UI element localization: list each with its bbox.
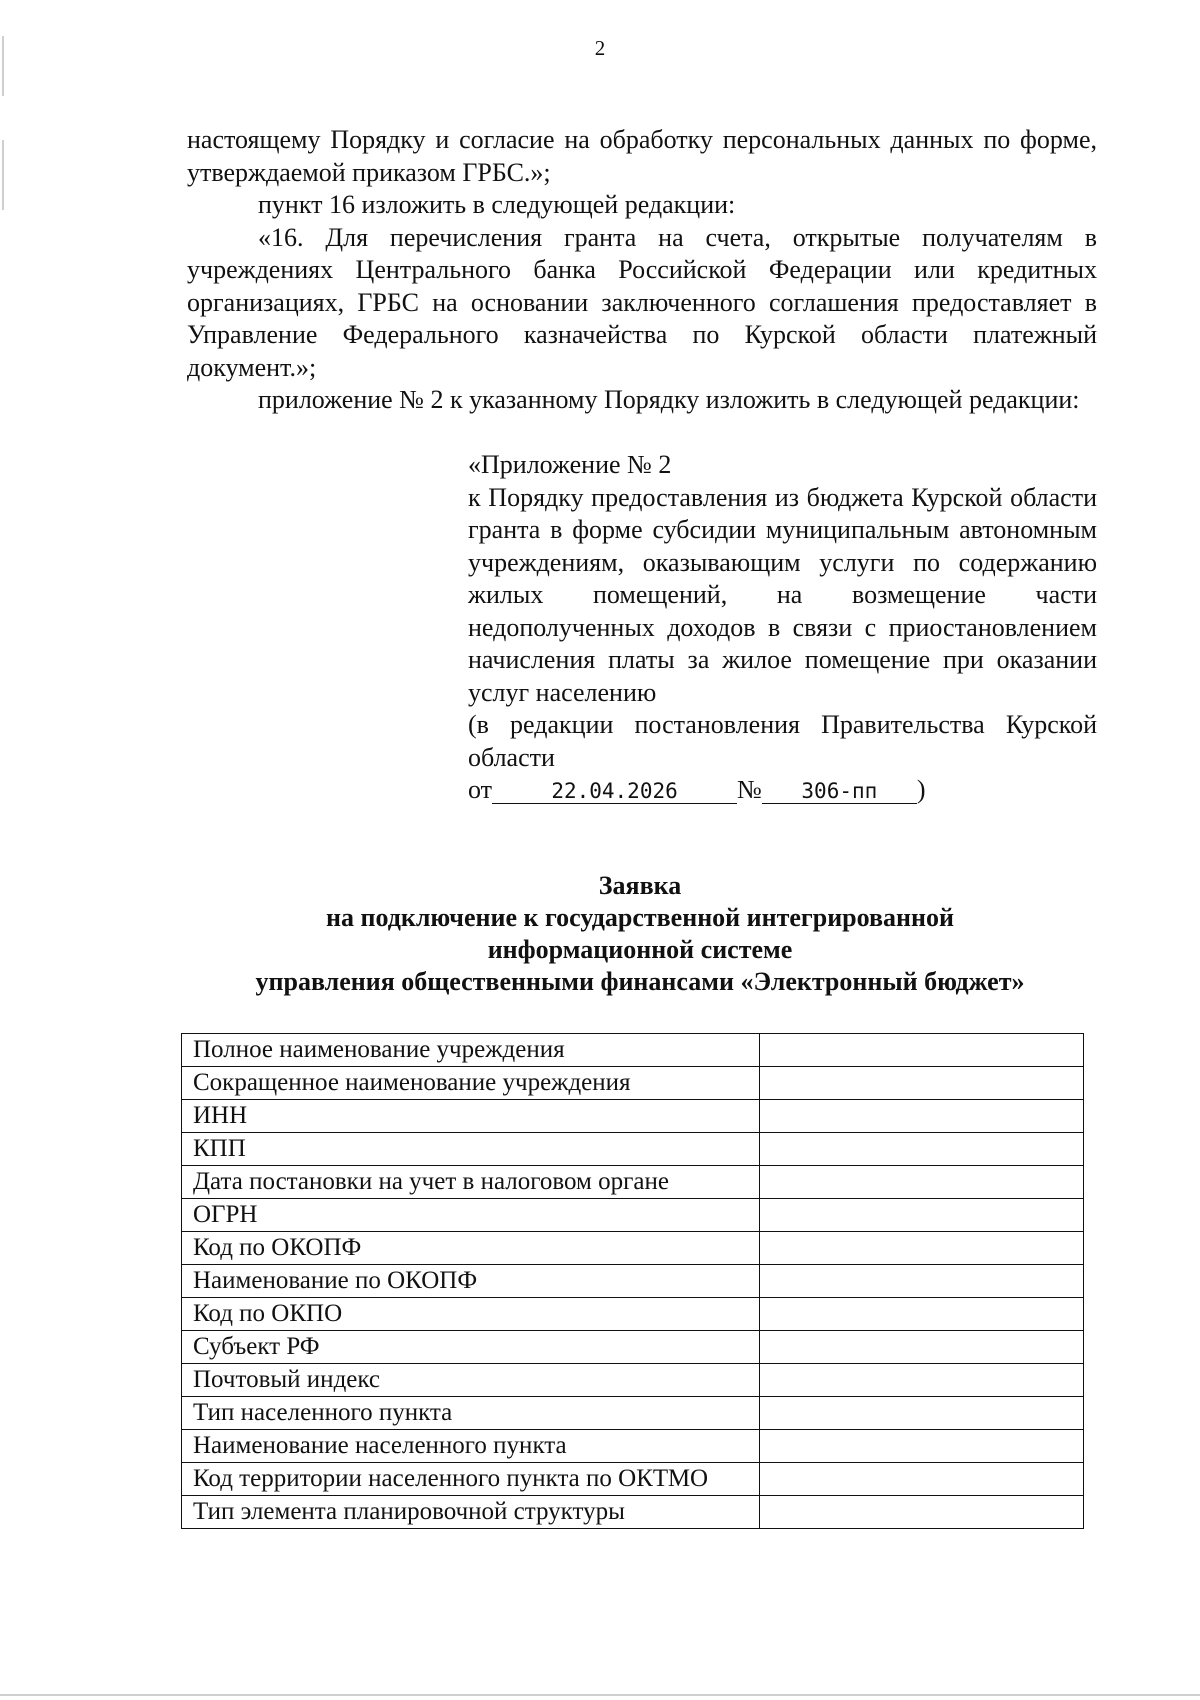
page-number: 2 xyxy=(594,36,606,60)
table-row xyxy=(182,1364,1084,1397)
appendix-edition: (в редакции постановления Правительства Курской области xyxy=(468,710,1097,772)
row-label: ОГРН xyxy=(182,1199,760,1232)
row-value xyxy=(760,1364,1084,1397)
closing-paren: ) xyxy=(916,775,926,804)
body-paragraph: пункт 16 изложить в следующей редакции: xyxy=(258,190,736,219)
number-field: 306-пп xyxy=(762,779,917,804)
row-label: Код по ОКОПФ xyxy=(182,1232,760,1265)
appendix-signature-line xyxy=(468,774,1097,807)
row-label: Тип элемента планировочной структуры xyxy=(182,1496,760,1529)
body-paragraph: настоящему Порядку и согласие на обработку персональных данных по форме, утверждаемой приказом ГРБС.»; xyxy=(187,125,1097,187)
body-text xyxy=(187,124,1097,417)
form-title-line: на подключение к государственной интегрированной xyxy=(326,903,954,932)
row-value xyxy=(760,1199,1084,1232)
row-label: Сокращенное наименование учреждения xyxy=(182,1067,760,1100)
table-row xyxy=(182,1298,1084,1331)
form-title-line: управления общественными финансами «Электронный бюджет» xyxy=(255,967,1025,996)
date-prefix: от xyxy=(468,775,493,804)
row-value xyxy=(760,1232,1084,1265)
table-row xyxy=(182,1331,1084,1364)
table-row xyxy=(182,1496,1084,1529)
row-value xyxy=(760,1133,1084,1166)
row-label: ИНН xyxy=(182,1100,760,1133)
row-label: Код по ОКПО xyxy=(182,1298,760,1331)
row-value xyxy=(760,1430,1084,1463)
form-title-line: Заявка xyxy=(598,871,682,900)
appendix-description: к Порядку предоставления из бюджета Курской области гранта в форме субсидии муниципальным автономным учреждениям, оказывающим услуги по содержанию жилых помещений, на возмещение части недополученных доходов в связи с приостановлением начисления платы за жилое помещение при оказании услуг населению xyxy=(468,482,1097,707)
appendix-heading: «Приложение № 2 xyxy=(468,450,672,479)
row-value xyxy=(760,1067,1084,1100)
row-label: КПП xyxy=(182,1133,760,1166)
row-value xyxy=(760,1331,1084,1364)
table-row xyxy=(182,1166,1084,1199)
application-table xyxy=(181,1033,1084,1529)
table-row xyxy=(182,1463,1084,1496)
row-label: Наименование населенного пункта xyxy=(182,1430,760,1463)
table-row xyxy=(182,1034,1084,1067)
row-value xyxy=(760,1496,1084,1529)
row-value xyxy=(760,1265,1084,1298)
row-label: Дата постановки на учет в налоговом органе xyxy=(182,1166,760,1199)
table-row xyxy=(182,1100,1084,1133)
number-prefix: № xyxy=(737,775,762,804)
table-row xyxy=(182,1232,1084,1265)
row-value xyxy=(760,1100,1084,1133)
row-value xyxy=(760,1166,1084,1199)
table-row xyxy=(182,1397,1084,1430)
row-label: Субъект РФ xyxy=(182,1331,760,1364)
row-label: Код территории населенного пункта по ОКТМО xyxy=(182,1463,760,1496)
appendix-header xyxy=(468,449,1097,807)
row-value xyxy=(760,1298,1084,1331)
table-row xyxy=(182,1430,1084,1463)
date-field: 22.04.2026 xyxy=(492,779,737,804)
row-label: Полное наименование учреждения xyxy=(182,1034,760,1067)
table-row xyxy=(182,1067,1084,1100)
table-row xyxy=(182,1133,1084,1166)
row-label: Почтовый индекс xyxy=(182,1364,760,1397)
row-label: Тип населенного пункта xyxy=(182,1397,760,1430)
row-value xyxy=(760,1397,1084,1430)
form-title xyxy=(0,870,1200,998)
row-value xyxy=(760,1034,1084,1067)
scan-edge-left-mid xyxy=(2,140,4,210)
table-row xyxy=(182,1199,1084,1232)
body-paragraph: приложение № 2 к указанному Порядку изложить в следующей редакции: xyxy=(258,385,1080,414)
row-label: Наименование по ОКОПФ xyxy=(182,1265,760,1298)
table-row xyxy=(182,1265,1084,1298)
form-title-line: информационной системе xyxy=(487,935,793,964)
row-value xyxy=(760,1463,1084,1496)
body-paragraph: «16. Для перечисления гранта на счета, открытые получателям в учреждениях Центрального банка Российской Федерации или кредитных организациях, ГРБС на основании заключенного соглашения предоставляет в Управление Федерального казначейства по Курской области платежный документ.»; xyxy=(187,222,1097,382)
scan-edge-bottom xyxy=(0,1694,1200,1696)
